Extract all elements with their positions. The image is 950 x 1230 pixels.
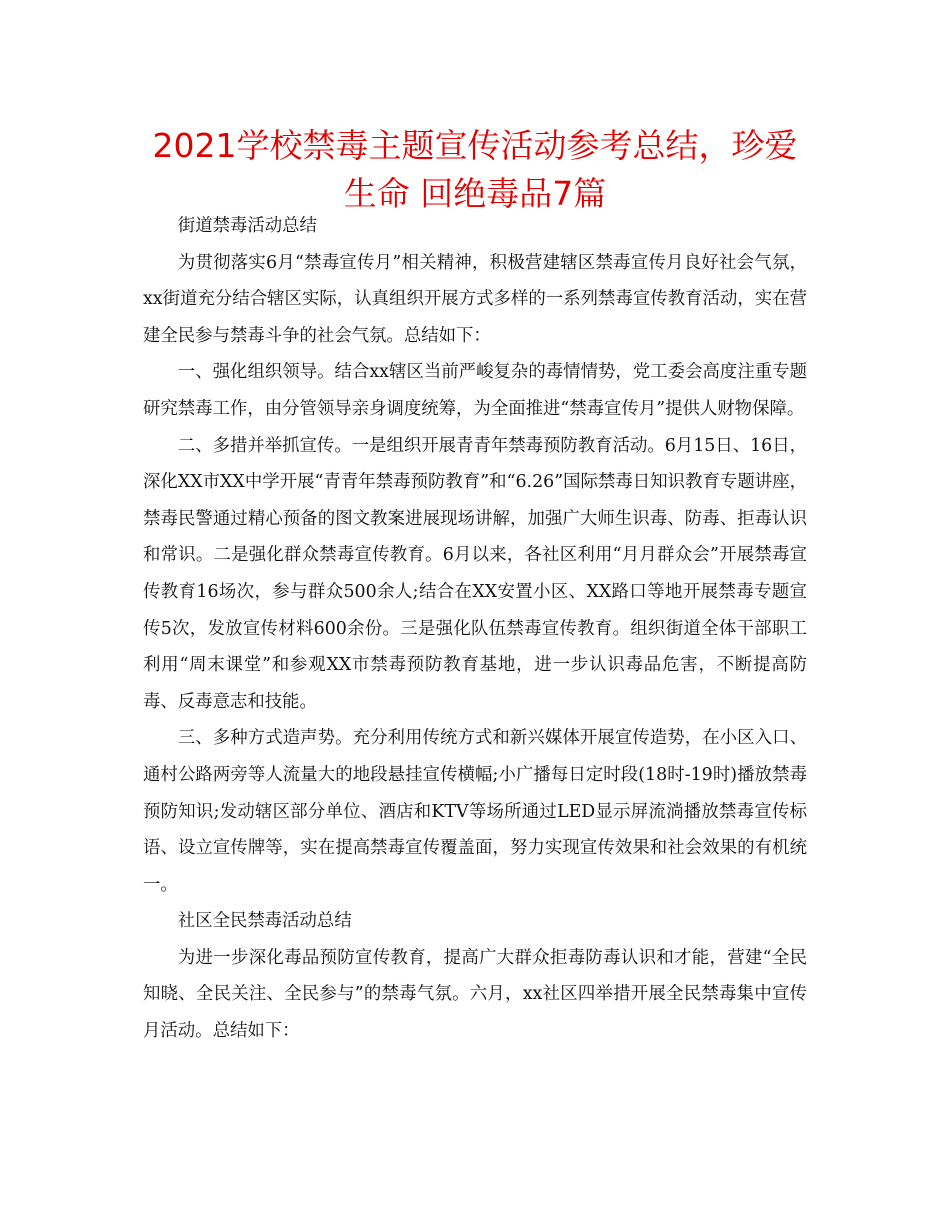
section-heading-community: 社区全民禁毒活动总结 xyxy=(177,911,352,932)
section-heading-street: 街道禁毒活动总结 xyxy=(177,216,317,236)
paragraph-street-intro: 为贯彻落实6月“禁毒宣传月”相关精神，积极营建辖区禁毒宣传月良好社会气氛，xx街道充分结合辖区实际，认真组织开展方式多样的一系列禁毒宣传教育活动，实在营建全民参与禁毒斗争的社会气氛。总结如下： xyxy=(143,252,807,346)
paragraph-street-leadership: 一、强化组织领导。结合xx辖区当前严峻复杂的毒情情势，党工委会高度注重专题研究禁毒工作，由分管领导亲身调度统筹，为全面推进“禁毒宣传月”提供人财物保障。 xyxy=(143,362,807,419)
paragraph-community-intro: 为进一步深化毒品预防宣传教育，提高广大群众拒毒防毒认识和才能，营建“全民知晓、全民关注、全民参与”的禁毒气氛。六月，xx社区四举措开展全民禁毒集中宣传月活动。总结如下： xyxy=(143,947,807,1042)
paragraph-street-momentum: 三、多种方式造声势。充分利用传统方式和新兴媒体开展宣传造势，在小区入口、通村公路两旁等人流量大的地段悬挂宣传横幅;小广播每日定时段(18时-19时)播放禁毒预防知识;发动辖区部分单位、酒店和KTV等场所通过LED显示屏流淌播放禁毒宣传标语、设立宣传牌等，实在提高禁毒宣传覆盖面，努力实现宣传效果和社会效果的有机统一。 xyxy=(143,728,807,895)
paragraph-street-publicity: 二、多措并举抓宣传。一是组织开展青青年禁毒预防教育活动。6月15日、16日，深化XX市XX中学开展“青青年禁毒预防教育”和“6.26”国际禁毒日知识教育专题讲座，禁毒民警通过精心预备的图文教案进展现场讲解，加强广大师生识毒、防毒、拒毒认识和常识。二是强化群众禁毒宣传教育。6月以来，各社区利用“月月群众会”开展禁毒宣传教育16场次，参与群众500余人;结合在XX安置小区、XX路口等地开展禁毒专题宣传5次，发放宣传材料600余份。三是强化队伍禁毒宣传教育。组织街道全体干部职工利用“周末课堂”和参观XX市禁毒预防教育基地，进一步认识毒品危害，不断提高防毒、反毒意志和技能。 xyxy=(143,435,808,712)
document-body xyxy=(143,208,807,1050)
document-title: 2021学校禁毒主题宣传活动参考总结，珍爱生命 回绝毒品7篇 xyxy=(152,126,798,213)
